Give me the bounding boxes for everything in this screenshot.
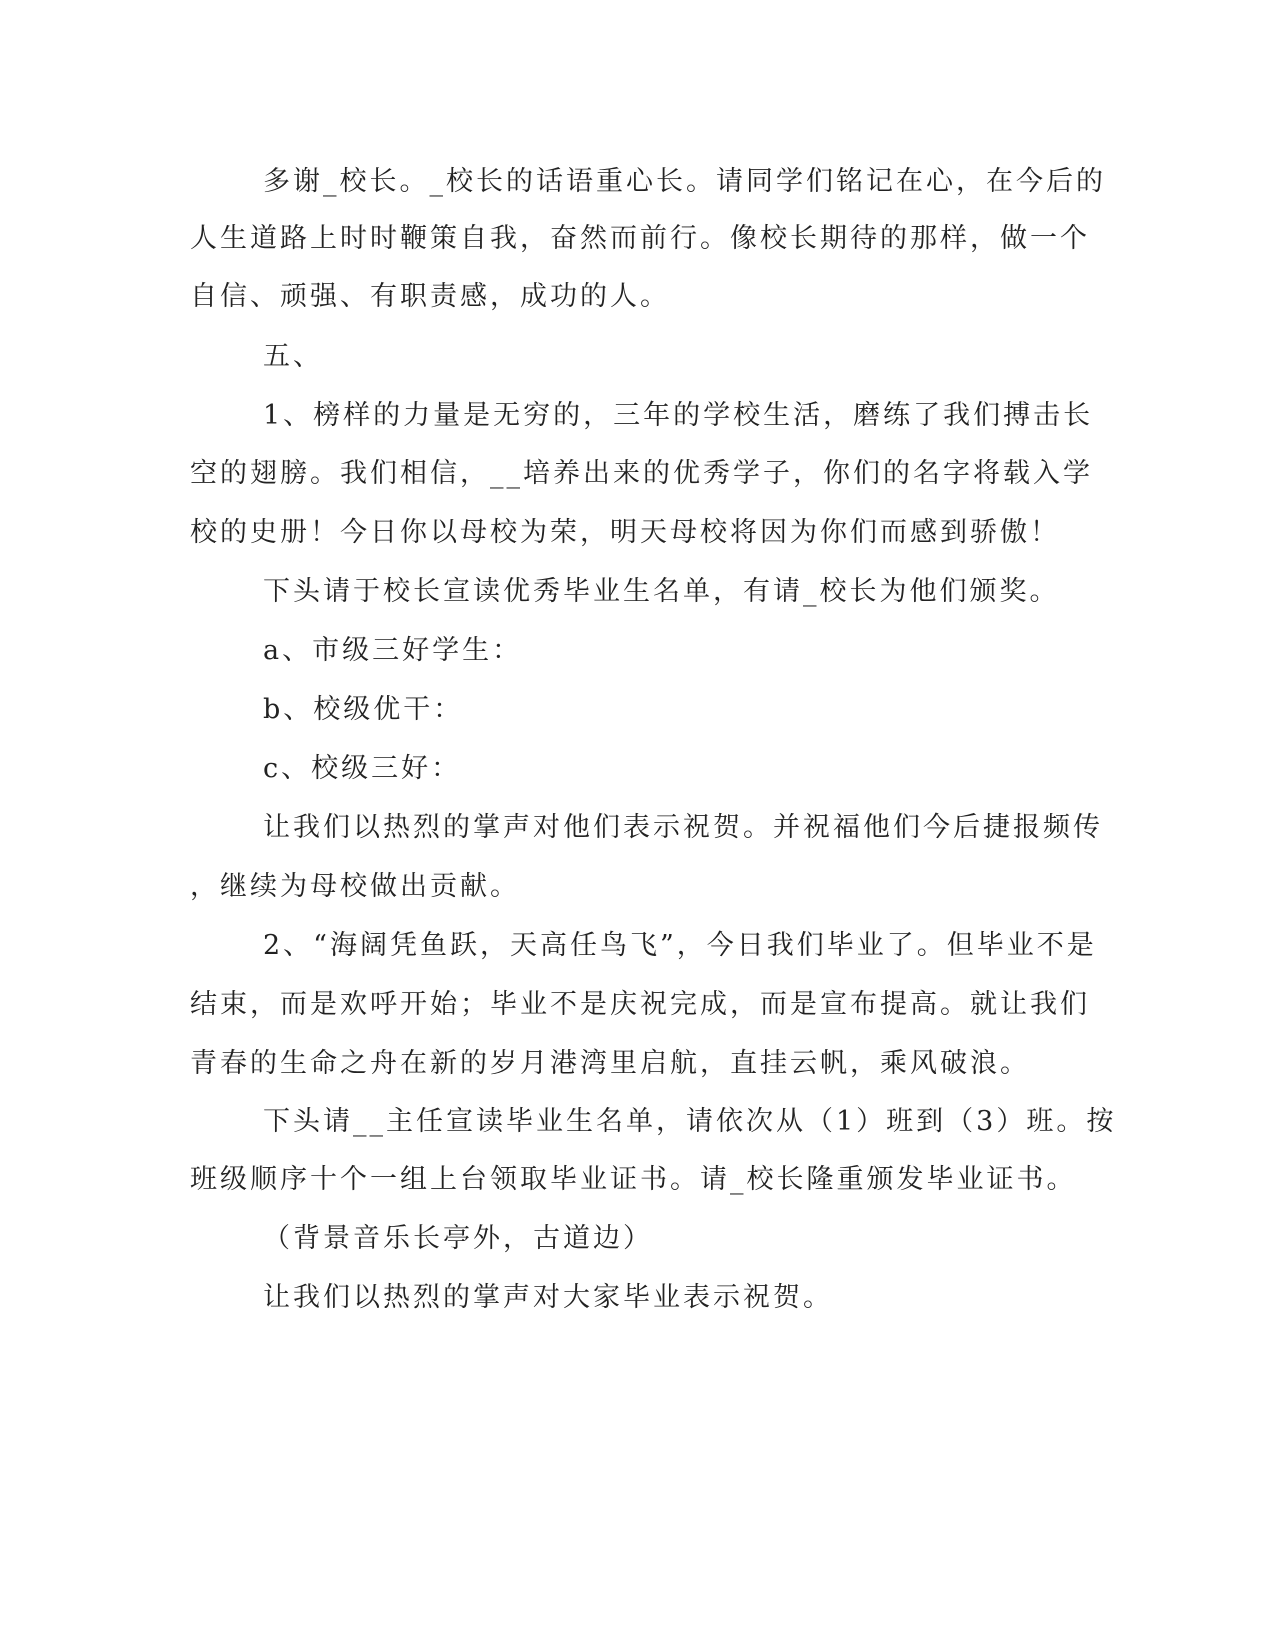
text-line: 人生道路上时时鞭策自我，奋然而前行。像校长期待的那样，做一个 — [190, 223, 1090, 254]
text-line: 班级顺序十个一组上台领取毕业证书。请_校长隆重颁发毕业证书。 — [190, 1164, 1077, 1195]
list-item: a、市级三好学生： — [263, 635, 523, 666]
list-item: b、校级优干： — [263, 694, 464, 725]
list-item: c、校级三好： — [263, 753, 462, 784]
text-line: 下头请__主任宣读毕业生名单，请依次从（1）班到（3）班。按 — [263, 1106, 1117, 1137]
text-line: 校的史册！今日你以母校为荣，明天母校将因为你们而感到骄傲！ — [190, 517, 1060, 548]
text-line: ，继续为母校做出贡献。 — [190, 871, 520, 902]
text-line: 自信、顽强、有职责感，成功的人。 — [190, 281, 670, 312]
text-line: 2、“海阔凭鱼跃，天高任鸟飞”，今日我们毕业了。但毕业不是 — [263, 930, 1097, 961]
text-line: 青春的生命之舟在新的岁月港湾里启航，直挂云帆，乘风破浪。 — [190, 1048, 1030, 1079]
text-line: 空的翅膀。我们相信，__培养出来的优秀学子，你们的名字将载入学 — [190, 458, 1093, 489]
section-heading: 五、 — [263, 341, 323, 372]
text-line: 多谢_校长。_校长的话语重心长。请同学们铭记在心，在今后的 — [263, 166, 1106, 197]
text-line: 下头请于校长宣读优秀毕业生名单，有请_校长为他们颁奖。 — [263, 576, 1060, 607]
text-line: 让我们以热烈的掌声对他们表示祝贺。并祝福他们今后捷报频传 — [263, 812, 1103, 843]
text-line: 1、榜样的力量是无穷的，三年的学校生活，磨练了我们搏击长 — [263, 400, 1094, 431]
text-line: 结束，而是欢呼开始；毕业不是庆祝完成，而是宣布提高。就让我们 — [190, 989, 1090, 1020]
text-line: （背景音乐长亭外，古道边） — [263, 1223, 653, 1254]
text-line: 让我们以热烈的掌声对大家毕业表示祝贺。 — [263, 1282, 833, 1313]
